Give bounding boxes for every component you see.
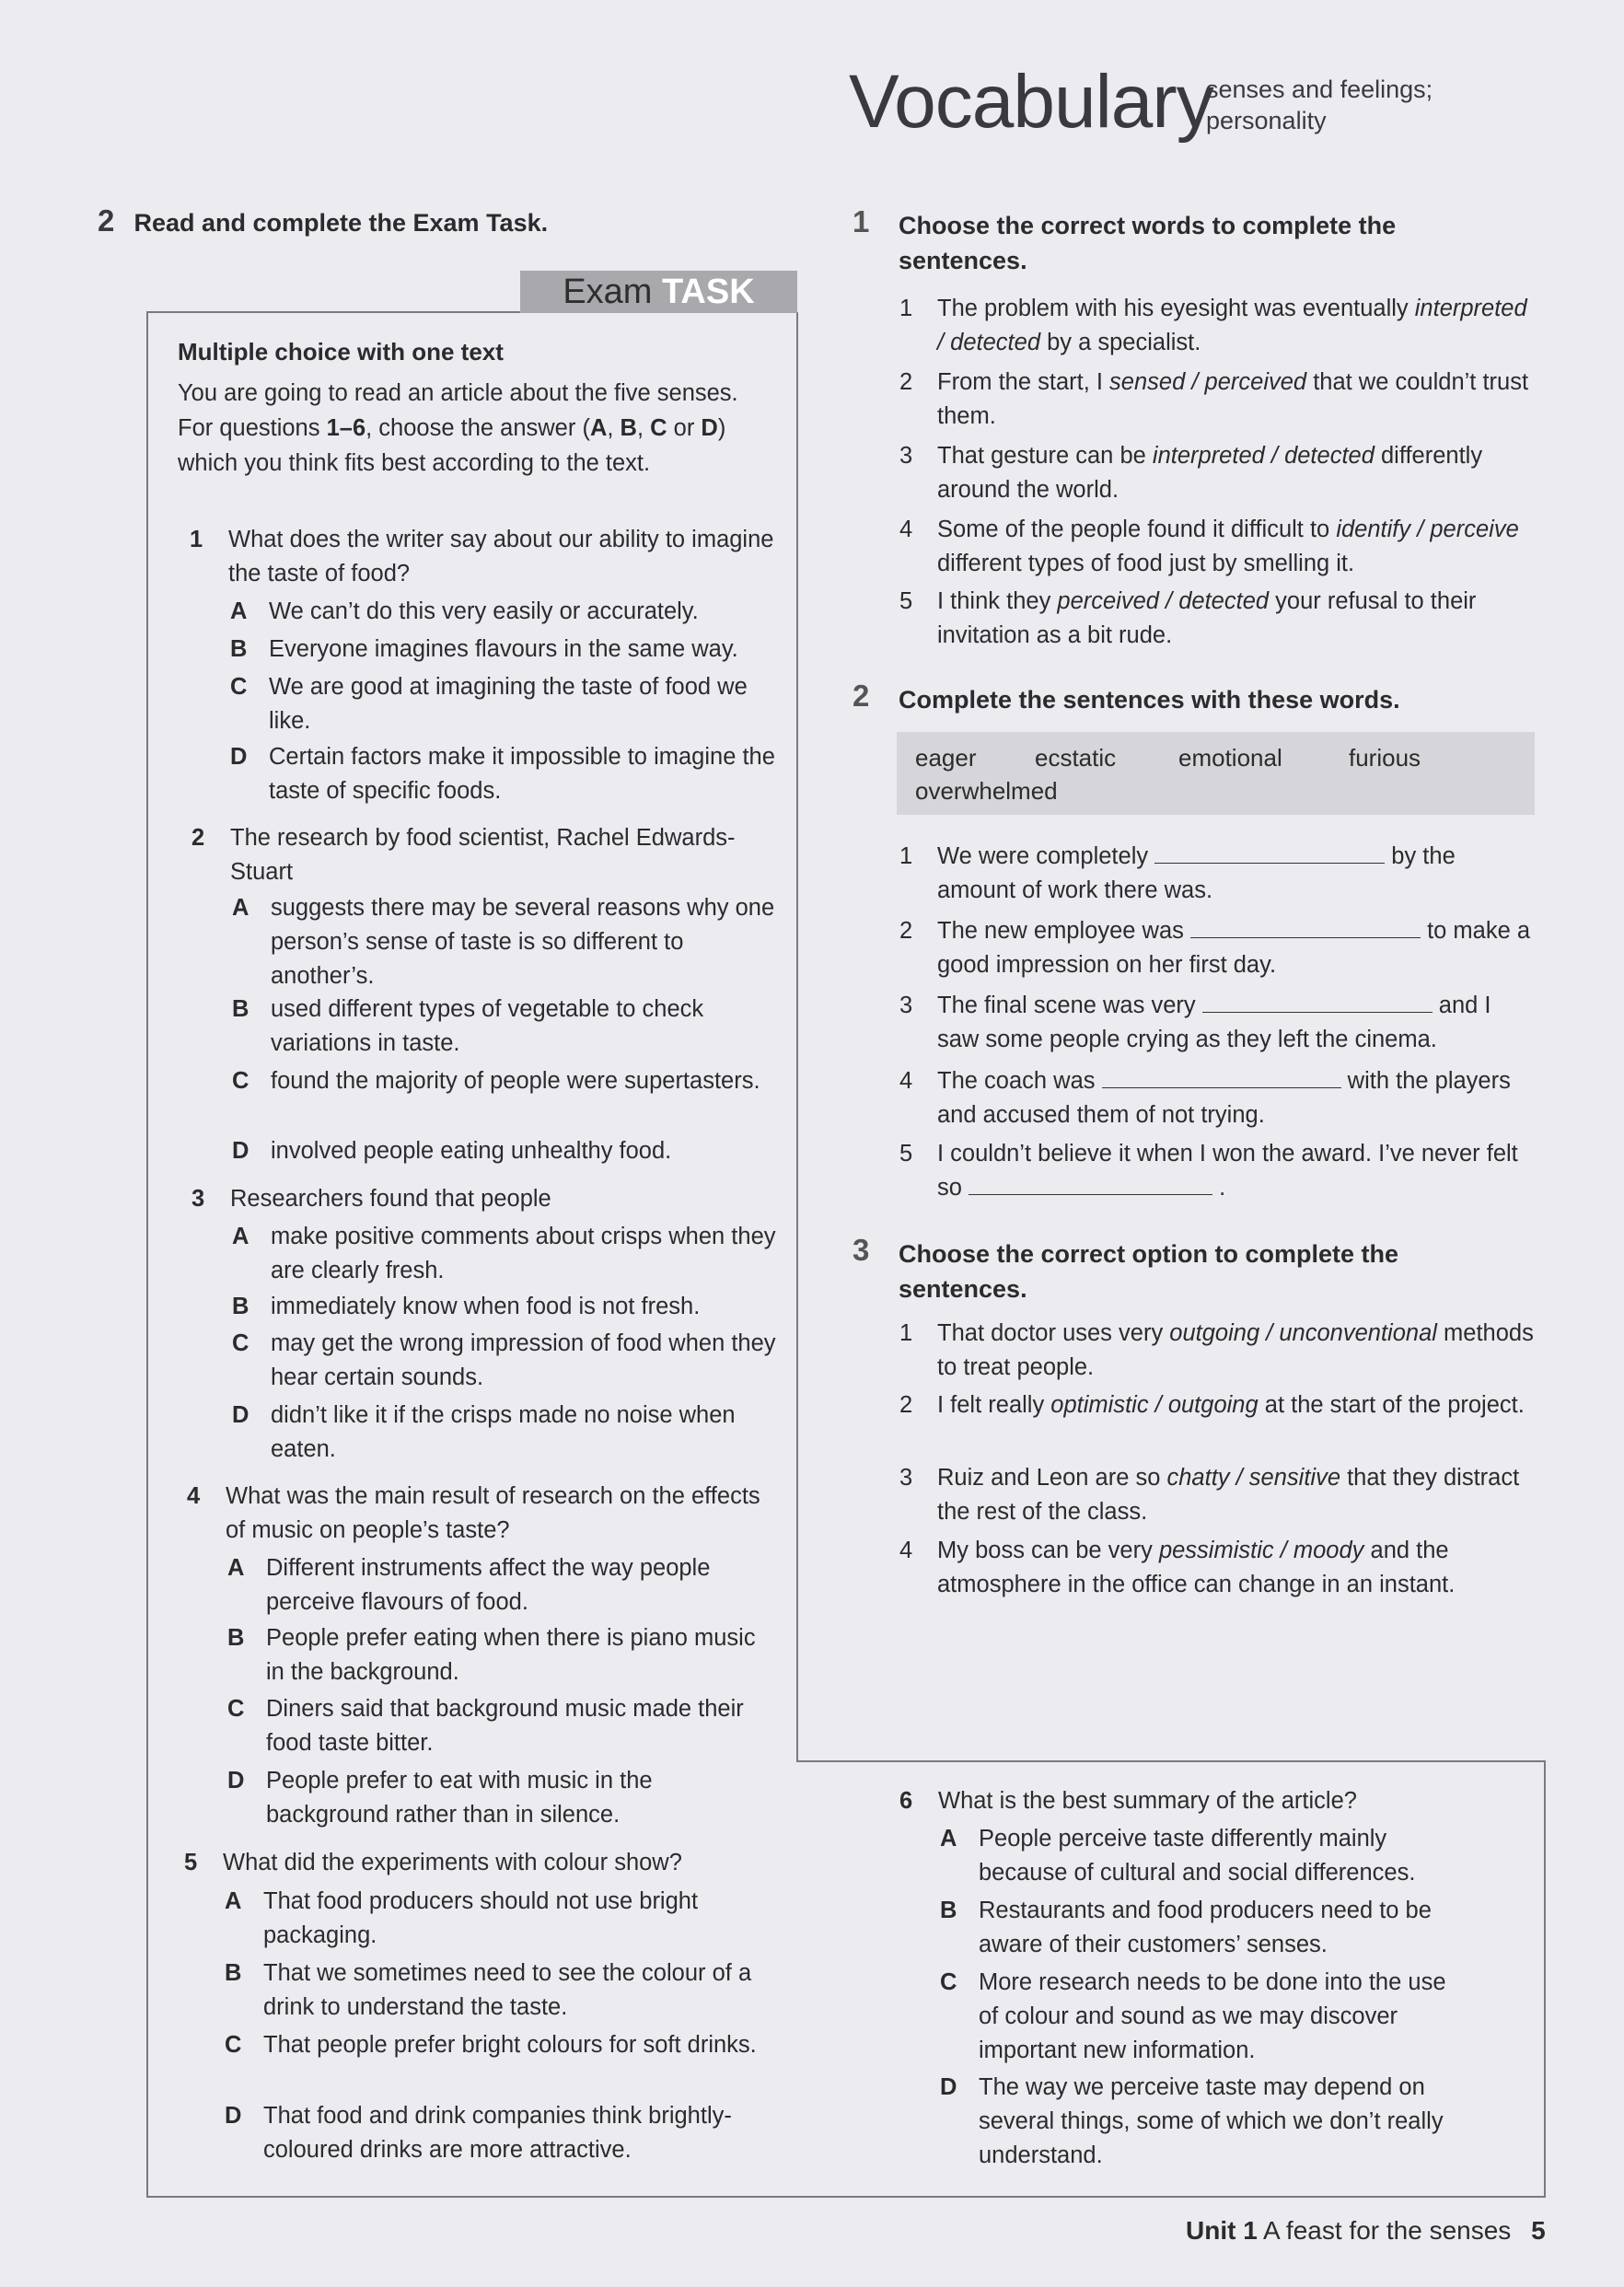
page-subtitle — [1206, 74, 1433, 136]
answer-option[interactable] — [940, 1894, 1456, 1962]
instruction-segment: C — [650, 415, 667, 441]
word-bank-item: overwhelmed — [915, 777, 1058, 805]
answer-option[interactable] — [940, 2071, 1456, 2173]
instruction-segment: , — [636, 415, 651, 441]
question-number: 6 — [899, 1788, 913, 1814]
option-letter: A — [232, 895, 249, 921]
question-number: 2 — [191, 825, 205, 851]
sentence-item — [899, 1317, 1535, 1385]
option-text: We are good at imagining the taste of food we like. — [269, 674, 748, 734]
item-text — [937, 366, 1535, 434]
sentence-item — [899, 513, 1535, 581]
answer-blank[interactable] — [1154, 842, 1385, 864]
sentence-end: at the start of the project. — [1258, 1392, 1525, 1418]
item-text — [937, 439, 1535, 507]
exercise-number: 2 — [98, 203, 115, 238]
sentence-item — [899, 914, 1535, 982]
sentence-end: by the amount of work there was. — [937, 843, 1456, 903]
answer-option[interactable] — [232, 1134, 784, 1168]
item-number: 2 — [899, 369, 913, 395]
answer-option[interactable] — [225, 2099, 777, 2167]
answer-option[interactable] — [225, 2028, 777, 2062]
question-text: The research by food scientist, Rachel Edwards-Stuart — [230, 825, 736, 885]
instruction-segment: ) which you think fits best according to the text. — [178, 415, 726, 476]
option-text: Restaurants and food producers need to be aware of their customers’ senses. — [979, 1898, 1432, 1957]
sentence-start: The final scene was very — [937, 993, 1202, 1018]
instruction-segment: , choose the answer ( — [365, 415, 590, 441]
sentence-end: that they distract the rest of the class. — [937, 1465, 1520, 1525]
item-number: 5 — [899, 1141, 913, 1167]
exercise-header — [853, 1233, 1479, 1306]
option-text: Different instruments affect the way people perceive flavours of food. — [266, 1555, 711, 1615]
answer-option[interactable] — [232, 993, 784, 1061]
page-footer — [1186, 2214, 1546, 2247]
sentence-item — [899, 1461, 1535, 1529]
instruction-segment: or — [667, 415, 702, 441]
exercise-number: 2 — [853, 679, 870, 713]
option-text: Everyone imagines flavours in the same way. — [269, 636, 738, 662]
word-choice[interactable]: interpreted / detected — [937, 296, 1527, 355]
sentence-end: that we couldn’t trust them. — [937, 369, 1529, 429]
option-text: That we sometimes need to see the colour of a drink to understand the taste. — [263, 1960, 752, 2020]
sentence-end: by a specialist. — [1040, 330, 1201, 355]
answer-blank[interactable] — [969, 1174, 1212, 1195]
word-choice[interactable]: interpreted / detected — [1152, 443, 1375, 469]
answer-blank[interactable] — [1202, 992, 1433, 1013]
exam-question — [184, 1846, 775, 1880]
exercise-heading: Complete the sentences with these words. — [899, 686, 1400, 714]
option-letter: B — [230, 636, 248, 662]
question-text: What did the experiments with colour show? — [223, 1850, 682, 1875]
answer-option[interactable] — [225, 1956, 777, 2025]
item-number: 1 — [899, 296, 913, 321]
item-number: 1 — [899, 1320, 913, 1346]
unit-label: Unit 1 — [1186, 2216, 1258, 2245]
option-text: The way we perceive taste may depend on several things, some of which we don’t really understand. — [979, 2074, 1444, 2168]
option-letter: A — [940, 1826, 957, 1852]
sentence-start: From the start, I — [937, 369, 1110, 395]
answer-option[interactable] — [232, 1290, 784, 1324]
item-text — [937, 292, 1535, 360]
item-number: 2 — [899, 1392, 913, 1418]
option-letter: C — [225, 2032, 242, 2058]
option-letter: C — [232, 1068, 249, 1094]
item-number: 2 — [899, 918, 913, 944]
item-text — [937, 989, 1535, 1057]
sentence-end: your refusal to their invitation as a bit rude. — [937, 588, 1477, 648]
item-text — [937, 513, 1535, 581]
sentence-end: differently around the world. — [937, 443, 1483, 503]
option-text: didn’t like it if the crisps made no noise when eaten. — [271, 1402, 736, 1462]
word-bank-item: ecstatic — [1035, 744, 1117, 772]
item-text — [937, 1534, 1535, 1602]
task-heading: Multiple choice with one text — [178, 338, 504, 366]
instruction-segment: 1–6 — [326, 415, 366, 441]
sentence-start: The new employee was — [937, 918, 1190, 944]
option-letter: D — [232, 1402, 249, 1428]
page-number: 5 — [1531, 2216, 1546, 2245]
unit-title: A feast for the senses — [1263, 2216, 1512, 2245]
sentence-start: We were completely — [937, 843, 1155, 869]
answer-option[interactable] — [230, 740, 783, 808]
answer-option[interactable] — [227, 1764, 780, 1832]
sentence-item — [899, 989, 1535, 1057]
item-text — [937, 1317, 1535, 1385]
question-number: 3 — [191, 1186, 205, 1212]
option-letter: A — [230, 598, 248, 624]
word-bank-item: furious — [1349, 744, 1421, 772]
item-text — [937, 585, 1535, 653]
instruction-segment: D — [701, 415, 718, 441]
option-letter: B — [227, 1625, 245, 1651]
sentence-item — [899, 1064, 1535, 1132]
exam-question — [187, 1480, 778, 1548]
sentence-start: That gesture can be — [937, 443, 1153, 469]
answer-blank[interactable] — [1102, 1067, 1341, 1088]
item-number: 4 — [899, 1538, 913, 1563]
exam-question — [191, 1182, 783, 1216]
answer-option[interactable] — [232, 1220, 784, 1288]
sentence-start: Ruiz and Leon are so — [937, 1465, 1167, 1491]
question-number: 4 — [187, 1483, 201, 1509]
option-letter: C — [940, 1969, 957, 1995]
exercise-header — [853, 204, 1479, 278]
question-text: What was the main result of research on the effects of music on people’s taste? — [226, 1483, 760, 1543]
answer-option[interactable] — [232, 891, 784, 993]
option-letter: A — [225, 1888, 242, 1914]
option-text: suggests there may be several reasons why one person’s sense of taste is so different to another’s. — [271, 895, 775, 989]
sentence-end: and the atmosphere in the office can change in an instant. — [937, 1538, 1456, 1597]
answer-option[interactable] — [227, 1551, 780, 1619]
option-letter: D — [940, 2074, 957, 2100]
task-label: TASK — [662, 273, 755, 311]
option-text: make positive comments about crisps when they are clearly fresh. — [271, 1224, 776, 1283]
word-choice[interactable]: perceived / detected — [1057, 588, 1270, 614]
item-text — [937, 1461, 1535, 1529]
option-text: Certain factors make it impossible to imagine the taste of specific foods. — [269, 744, 775, 804]
exam-question — [191, 821, 783, 889]
subtitle-line: senses and feelings; — [1206, 75, 1433, 103]
exam-question — [190, 523, 781, 591]
sentence-item — [899, 840, 1535, 908]
option-text: Diners said that background music made their food taste bitter. — [266, 1696, 744, 1756]
word-choice[interactable]: sensed / perceived — [1109, 369, 1307, 395]
exam-label: Exam — [563, 273, 653, 311]
option-letter: D — [227, 1768, 245, 1794]
sentence-start: The problem with his eyesight was eventually — [937, 296, 1415, 321]
instruction-segment: You are going to read an article about the five senses. For questions — [178, 380, 738, 441]
option-text: used different types of vegetable to check variations in taste. — [271, 996, 704, 1056]
instruction-segment: A — [589, 415, 608, 441]
exam-question — [899, 1784, 1454, 1818]
option-letter: C — [230, 674, 248, 700]
sentence-start: I think they — [937, 588, 1058, 614]
option-letter: C — [232, 1330, 249, 1356]
option-text: That people prefer bright colours for soft drinks. — [263, 2032, 757, 2058]
answer-option[interactable] — [940, 1822, 1456, 1890]
sentence-start: That doctor uses very — [937, 1320, 1170, 1346]
left-exercise-header — [98, 203, 548, 240]
item-number: 3 — [899, 1465, 913, 1491]
sentence-end: to make a good impression on her first day. — [937, 918, 1531, 978]
word-choice[interactable]: pessimistic / moody — [1158, 1538, 1364, 1563]
option-letter: A — [227, 1555, 245, 1581]
question-text: What does the writer say about our ability to imagine the taste of food? — [228, 527, 774, 586]
answer-option[interactable] — [230, 670, 783, 738]
sentence-item — [899, 1137, 1535, 1205]
subtitle-line: personality — [1206, 107, 1327, 134]
word-choice[interactable]: chatty / sensitive — [1166, 1465, 1340, 1491]
option-letter: C — [227, 1696, 245, 1722]
option-text: People prefer eating when there is piano music in the background. — [266, 1625, 756, 1685]
sentence-item — [899, 366, 1535, 434]
answer-option[interactable] — [227, 1692, 780, 1760]
option-text: involved people eating unhealthy food. — [271, 1138, 672, 1164]
option-letter: B — [232, 1294, 249, 1319]
option-letter: A — [232, 1224, 249, 1249]
sentence-item — [899, 1534, 1535, 1602]
instruction-segment: B — [620, 415, 637, 441]
question-number: 5 — [184, 1850, 198, 1875]
sentence-end: different types of food just by smelling it. — [937, 551, 1355, 576]
option-letter: D — [230, 744, 248, 770]
exercise-heading: Read and complete the Exam Task. — [133, 209, 549, 237]
answer-option[interactable] — [232, 1064, 784, 1098]
sentence-item — [899, 1388, 1535, 1422]
word-bank-item: eager — [915, 744, 977, 772]
option-text: More research needs to be done into the use of colour and sound as we may discover important new information. — [979, 1969, 1446, 2063]
exercise-heading: Choose the correct option to complete the sentences. — [899, 1240, 1399, 1303]
item-text — [937, 1064, 1535, 1132]
answer-blank[interactable] — [1190, 917, 1421, 938]
item-number: 1 — [899, 843, 913, 869]
item-number: 3 — [899, 993, 913, 1018]
option-letter: D — [225, 2103, 242, 2129]
exercise-number: 3 — [853, 1233, 870, 1267]
word-bank-item: emotional — [1178, 744, 1282, 772]
item-text — [937, 1137, 1535, 1205]
answer-option[interactable] — [227, 1621, 780, 1689]
option-letter: B — [940, 1898, 957, 1923]
word-choice[interactable]: outgoing / unconventional — [1169, 1320, 1437, 1346]
answer-option[interactable] — [940, 1966, 1456, 2068]
sentence-start: My boss can be very — [937, 1538, 1159, 1563]
sentence-end: and I saw some people crying as they left the cinema. — [937, 993, 1491, 1052]
word-choice[interactable]: optimistic / outgoing — [1050, 1392, 1259, 1418]
option-letter: D — [232, 1138, 249, 1164]
option-text: immediately know when food is not fresh. — [271, 1294, 701, 1319]
option-text: That food and drink companies think brightly-coloured drinks are more attractive. — [263, 2103, 732, 2163]
sentence-start: Some of the people found it difficult to — [937, 517, 1337, 542]
item-text — [937, 840, 1535, 908]
option-letter: B — [232, 996, 249, 1022]
option-text: found the majority of people were supertasters. — [271, 1068, 760, 1094]
sentence-item — [899, 292, 1535, 360]
option-text: People prefer to eat with music in the background rather than in silence. — [266, 1768, 653, 1828]
answer-option[interactable] — [230, 595, 783, 629]
exercise-number: 1 — [853, 204, 870, 238]
word-choice[interactable]: identify / perceive — [1336, 517, 1519, 542]
exam-task-tab — [520, 271, 797, 313]
item-number: 5 — [899, 588, 913, 614]
option-text: We can’t do this very easily or accurately. — [269, 598, 699, 624]
sentence-item — [899, 585, 1535, 653]
option-text: may get the wrong impression of food when they hear certain sounds. — [271, 1330, 776, 1390]
sentence-end: with the players and accused them of not trying. — [937, 1068, 1511, 1128]
item-text — [937, 914, 1535, 982]
item-number: 4 — [899, 517, 913, 542]
answer-option[interactable] — [230, 633, 783, 667]
exercise-header — [853, 679, 1479, 717]
instruction-segment: , — [607, 415, 621, 441]
item-text — [937, 1388, 1535, 1422]
sentence-end: methods to treat people. — [937, 1320, 1534, 1380]
sentence-item — [899, 439, 1535, 507]
exercise-heading: Choose the correct words to complete the sentences. — [899, 212, 1397, 274]
sentence-start: I felt really — [937, 1392, 1051, 1418]
option-text: People perceive taste differently mainly because of cultural and social differences. — [979, 1826, 1416, 1886]
item-number: 4 — [899, 1068, 913, 1094]
page-title: Vocabulary — [849, 60, 1213, 144]
task-instructions — [178, 376, 767, 481]
answer-option[interactable] — [225, 1885, 777, 1953]
item-number: 3 — [899, 443, 913, 469]
sentence-start: The coach was — [937, 1068, 1102, 1094]
answer-option[interactable] — [232, 1327, 784, 1395]
option-text: That food producers should not use bright packaging. — [263, 1888, 699, 1948]
question-text: Researchers found that people — [230, 1186, 551, 1212]
answer-option[interactable] — [232, 1399, 784, 1467]
sentence-end: . — [1212, 1175, 1226, 1201]
question-number: 1 — [190, 527, 203, 552]
sentence-start: I couldn’t believe it when I won the award. I’ve never felt so — [937, 1141, 1518, 1201]
option-letter: B — [225, 1960, 242, 1986]
question-text: What is the best summary of the article? — [938, 1788, 1357, 1814]
